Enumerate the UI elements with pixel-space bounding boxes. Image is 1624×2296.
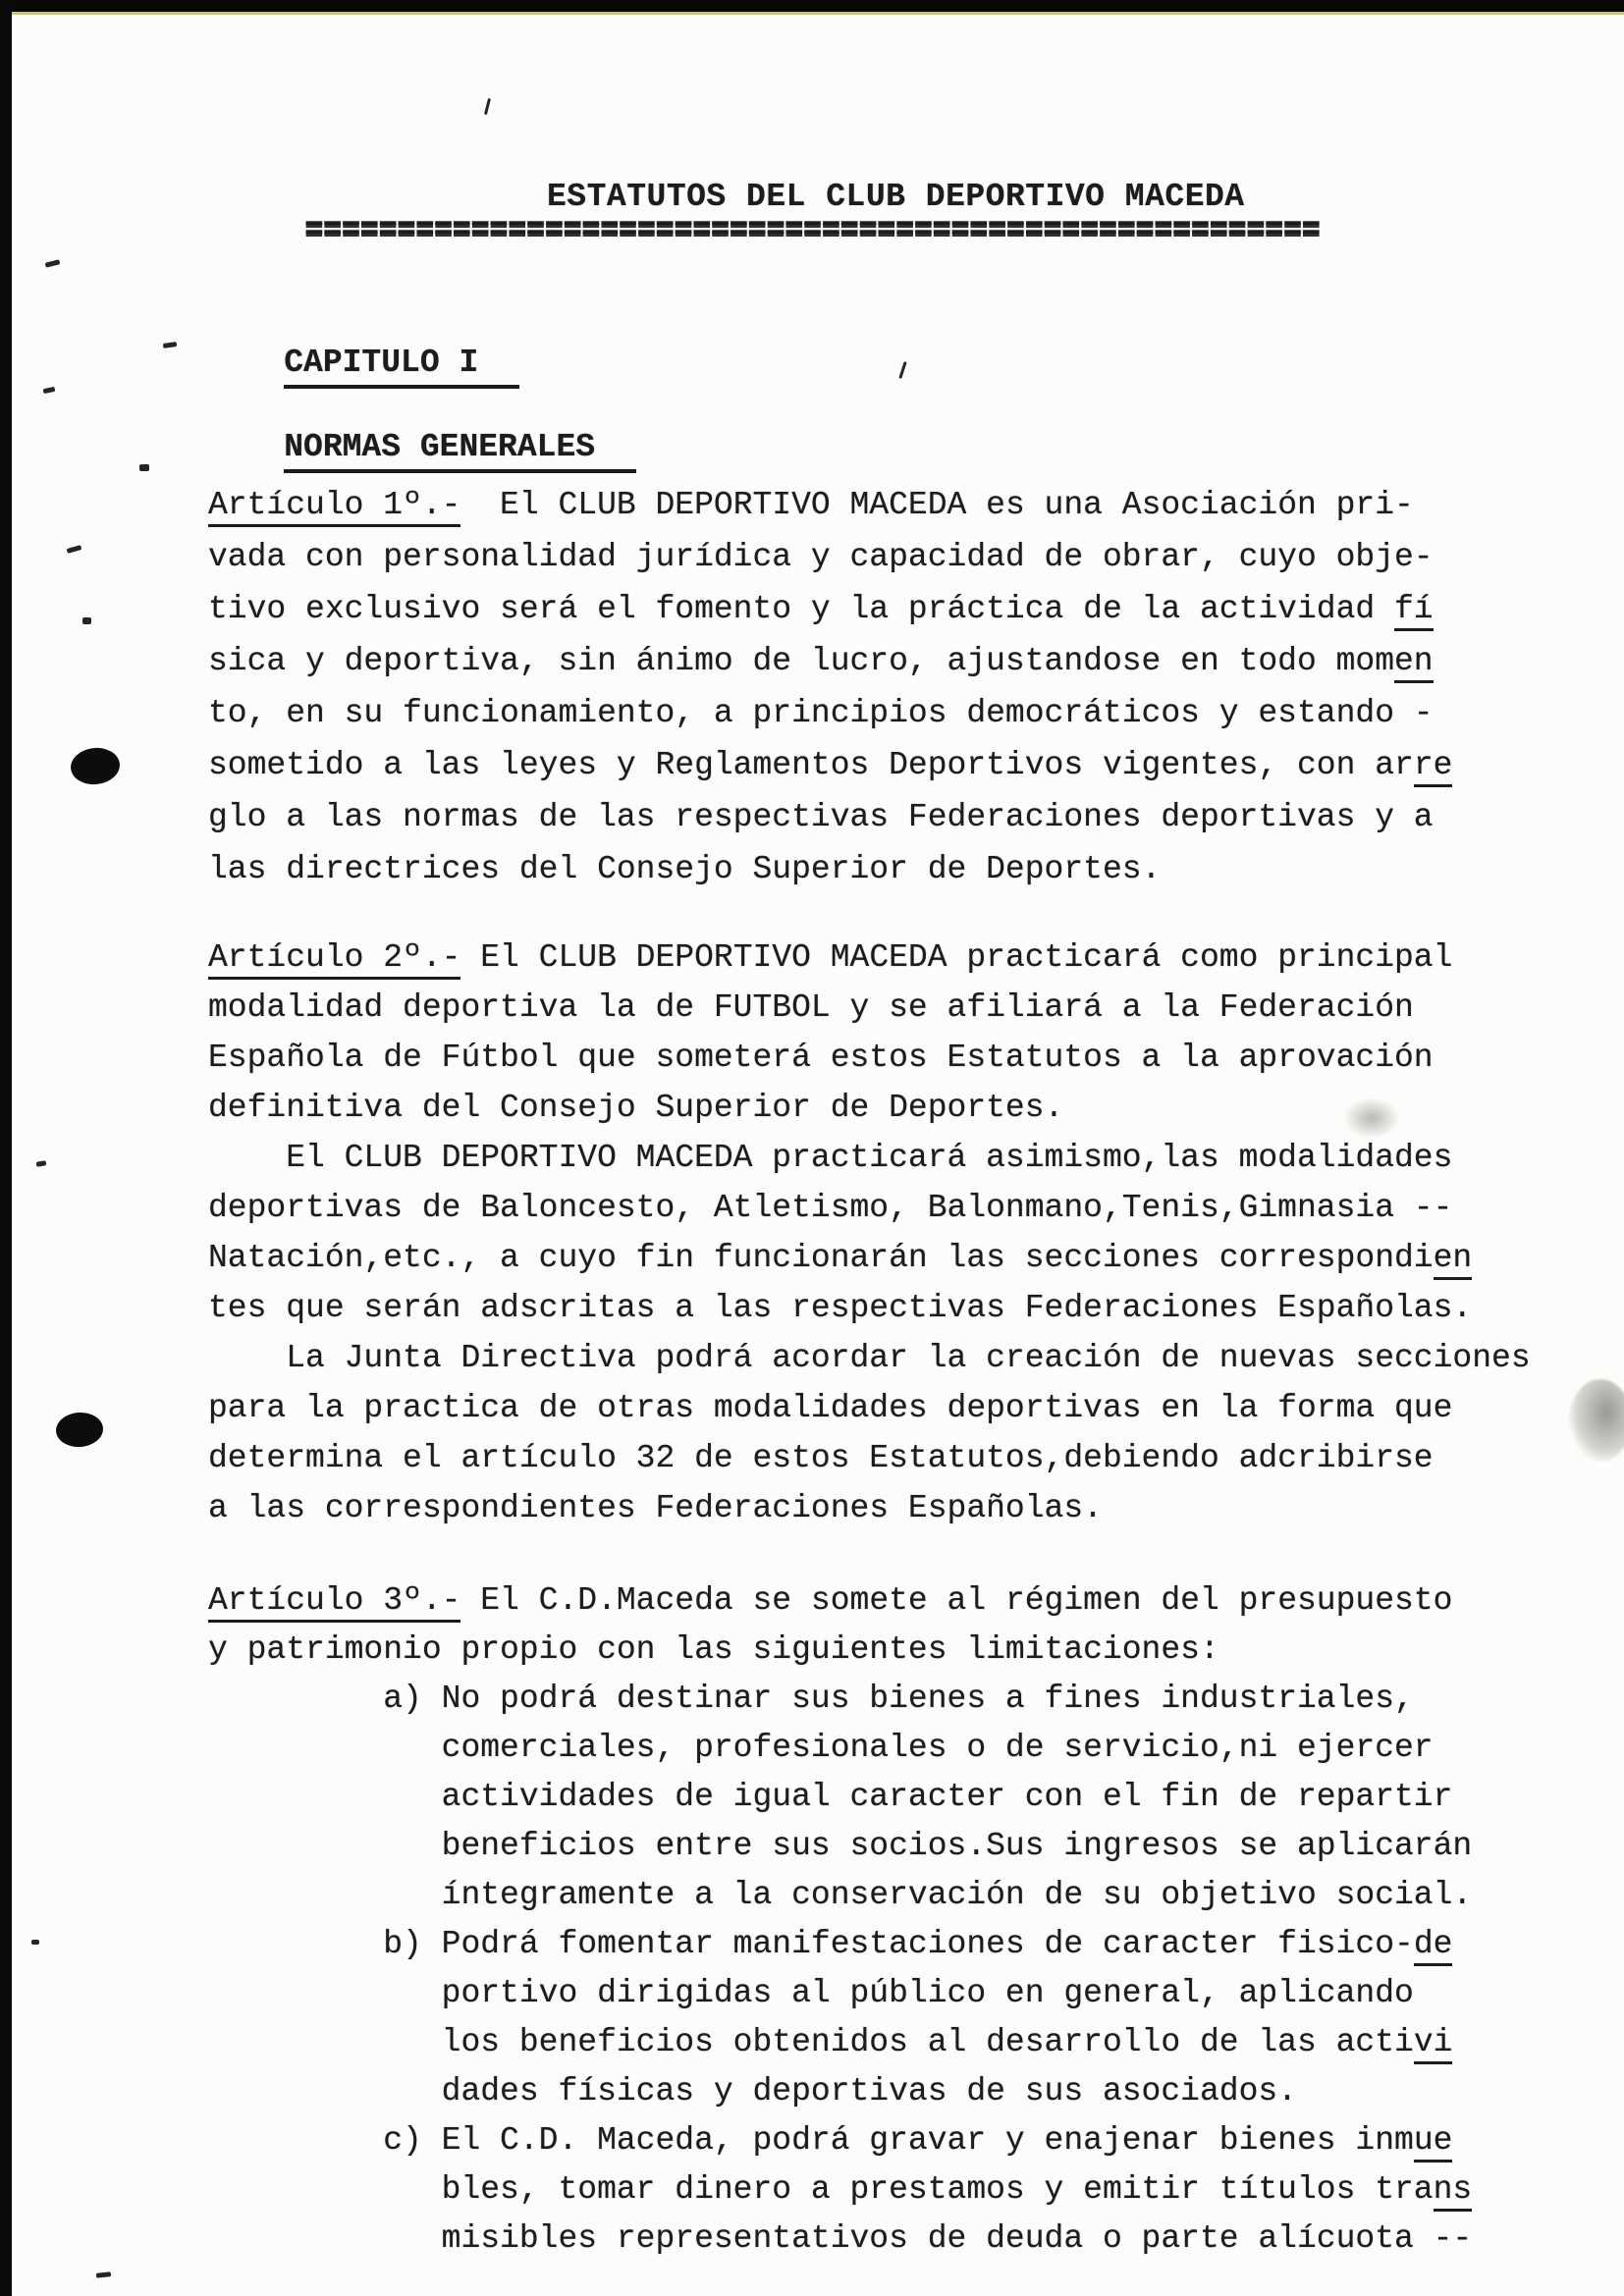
noise-speck [484, 98, 491, 115]
text-line: Artículo 3º.- El C.D.Maceda se somete al régimen del presupuesto [208, 1576, 1472, 1626]
noise-speck [43, 387, 56, 394]
scan-edge-left-bar [0, 0, 12, 2296]
text-line: íntegramente a la conservación de su objetivo social. [208, 1877, 1473, 1913]
title-separator: ======================================================= [304, 212, 1321, 248]
text-line: b) Podrá fomentar manifestaciones de caracter fisico-de [208, 1920, 1472, 1969]
noise-speck [45, 259, 61, 267]
text-line: sica y deportiva, sin ánimo de lucro, ajustandose en todo momen [208, 635, 1452, 687]
text-line: Española de Fútbol que someterá estos Estatutos a la aprovación [208, 1040, 1434, 1076]
text-line: modalidad deportiva la de FUTBOL y se afiliará a la Federación [208, 989, 1414, 1026]
text-line: c) El C.D. Maceda, podrá gravar y enajenar bienes inmue [208, 2116, 1472, 2165]
text-line: actividades de igual caracter con el fin de repartir [208, 1779, 1453, 1815]
text-line: dades físicas y deportivas de sus asociados. [208, 2073, 1297, 2109]
text-line: deportivas de Baloncesto, Atletismo, Balonmano,Tenis,Gimnasia -- [208, 1190, 1453, 1226]
chapter-heading-text: CAPITULO I [284, 347, 519, 389]
text-line: glo a las normas de las respectivas Federaciones deportivas y a [208, 799, 1434, 835]
article-3-paragraph [208, 1576, 1472, 2264]
text-line: y patrimonio propio con las siguientes limitaciones: [208, 1631, 1219, 1668]
noise-speck [898, 361, 906, 379]
noise-speck [163, 342, 178, 348]
noise-speck [31, 1940, 39, 1945]
scan-edge-top-bar [0, 0, 1624, 12]
text-line: sometido a las leyes y Reglamentos Deportivos vigentes, con arre [208, 739, 1452, 791]
page-title: ESTATUTOS DEL CLUB DEPORTIVO MACEDA [547, 179, 1245, 215]
text-line: misibles representativos de deuda o parte alícuota -- [208, 2220, 1473, 2257]
text-line: La Junta Directiva podrá acordar la creación de nuevas secciones [208, 1340, 1531, 1376]
article-1-paragraph [208, 479, 1452, 895]
text-line: a) No podrá destinar sus bienes a fines industriales, [208, 1681, 1414, 1717]
text-line: vada con personalidad jurídica y capacidad de obrar, cuyo obje- [208, 539, 1434, 575]
text-line: tivo exclusivo será el fomento y la práctica de la actividad fí [208, 583, 1452, 635]
text-line: a las correspondientes Federaciones Españolas. [208, 1490, 1103, 1526]
text-line: las directrices del Consejo Superior de Deportes. [208, 851, 1162, 887]
text-line: to, en su funcionamiento, a principios democráticos y estando - [208, 695, 1434, 731]
text-line: portivo dirigidas al público en general, aplicando [208, 1975, 1414, 2011]
text-line: bles, tomar dinero a prestamos y emitir títulos trans [208, 2165, 1472, 2215]
text-line: El CLUB DEPORTIVO MACEDA practicará asimismo,las modalidades [208, 1140, 1453, 1176]
punch-hole-mark [55, 1411, 104, 1448]
scan-edge-highlight [0, 12, 1624, 15]
noise-speck [139, 464, 149, 471]
noise-speck [96, 2271, 111, 2278]
section-heading-text: NORMAS GENERALES [284, 431, 636, 473]
text-line: para la practica de otras modalidades deportivas en la forma que [208, 1390, 1453, 1426]
text-line: Natación,etc., a cuyo fin funcionarán las secciones correspondien [208, 1233, 1531, 1283]
noise-speck [67, 545, 82, 554]
article-2-paragraph [208, 933, 1531, 1533]
text-line: tes que serán adscritas a las respectivas Federaciones Españolas. [208, 1290, 1473, 1326]
text-line: comerciales, profesionales o de servicio,ni ejercer [208, 1730, 1434, 1766]
text-line: beneficios entre sus socios.Sus ingresos se aplicarán [208, 1828, 1473, 1864]
ink-smudge [1569, 1379, 1624, 1462]
noise-speck [82, 617, 91, 624]
noise-speck [36, 1160, 47, 1167]
text-line: Artículo 1º.- El CLUB DEPORTIVO MACEDA es una Asociación pri- [208, 479, 1452, 531]
text-line: determina el artículo 32 de estos Estatutos,debiendo adcribirse [208, 1440, 1434, 1476]
text-line: los beneficios obtenidos al desarrollo de las activi [208, 2018, 1472, 2067]
text-line: Artículo 2º.- El CLUB DEPORTIVO MACEDA practicará como principal [208, 933, 1531, 983]
text-line: definitiva del Consejo Superior de Deportes. [208, 1090, 1064, 1126]
punch-hole-mark [69, 745, 122, 786]
